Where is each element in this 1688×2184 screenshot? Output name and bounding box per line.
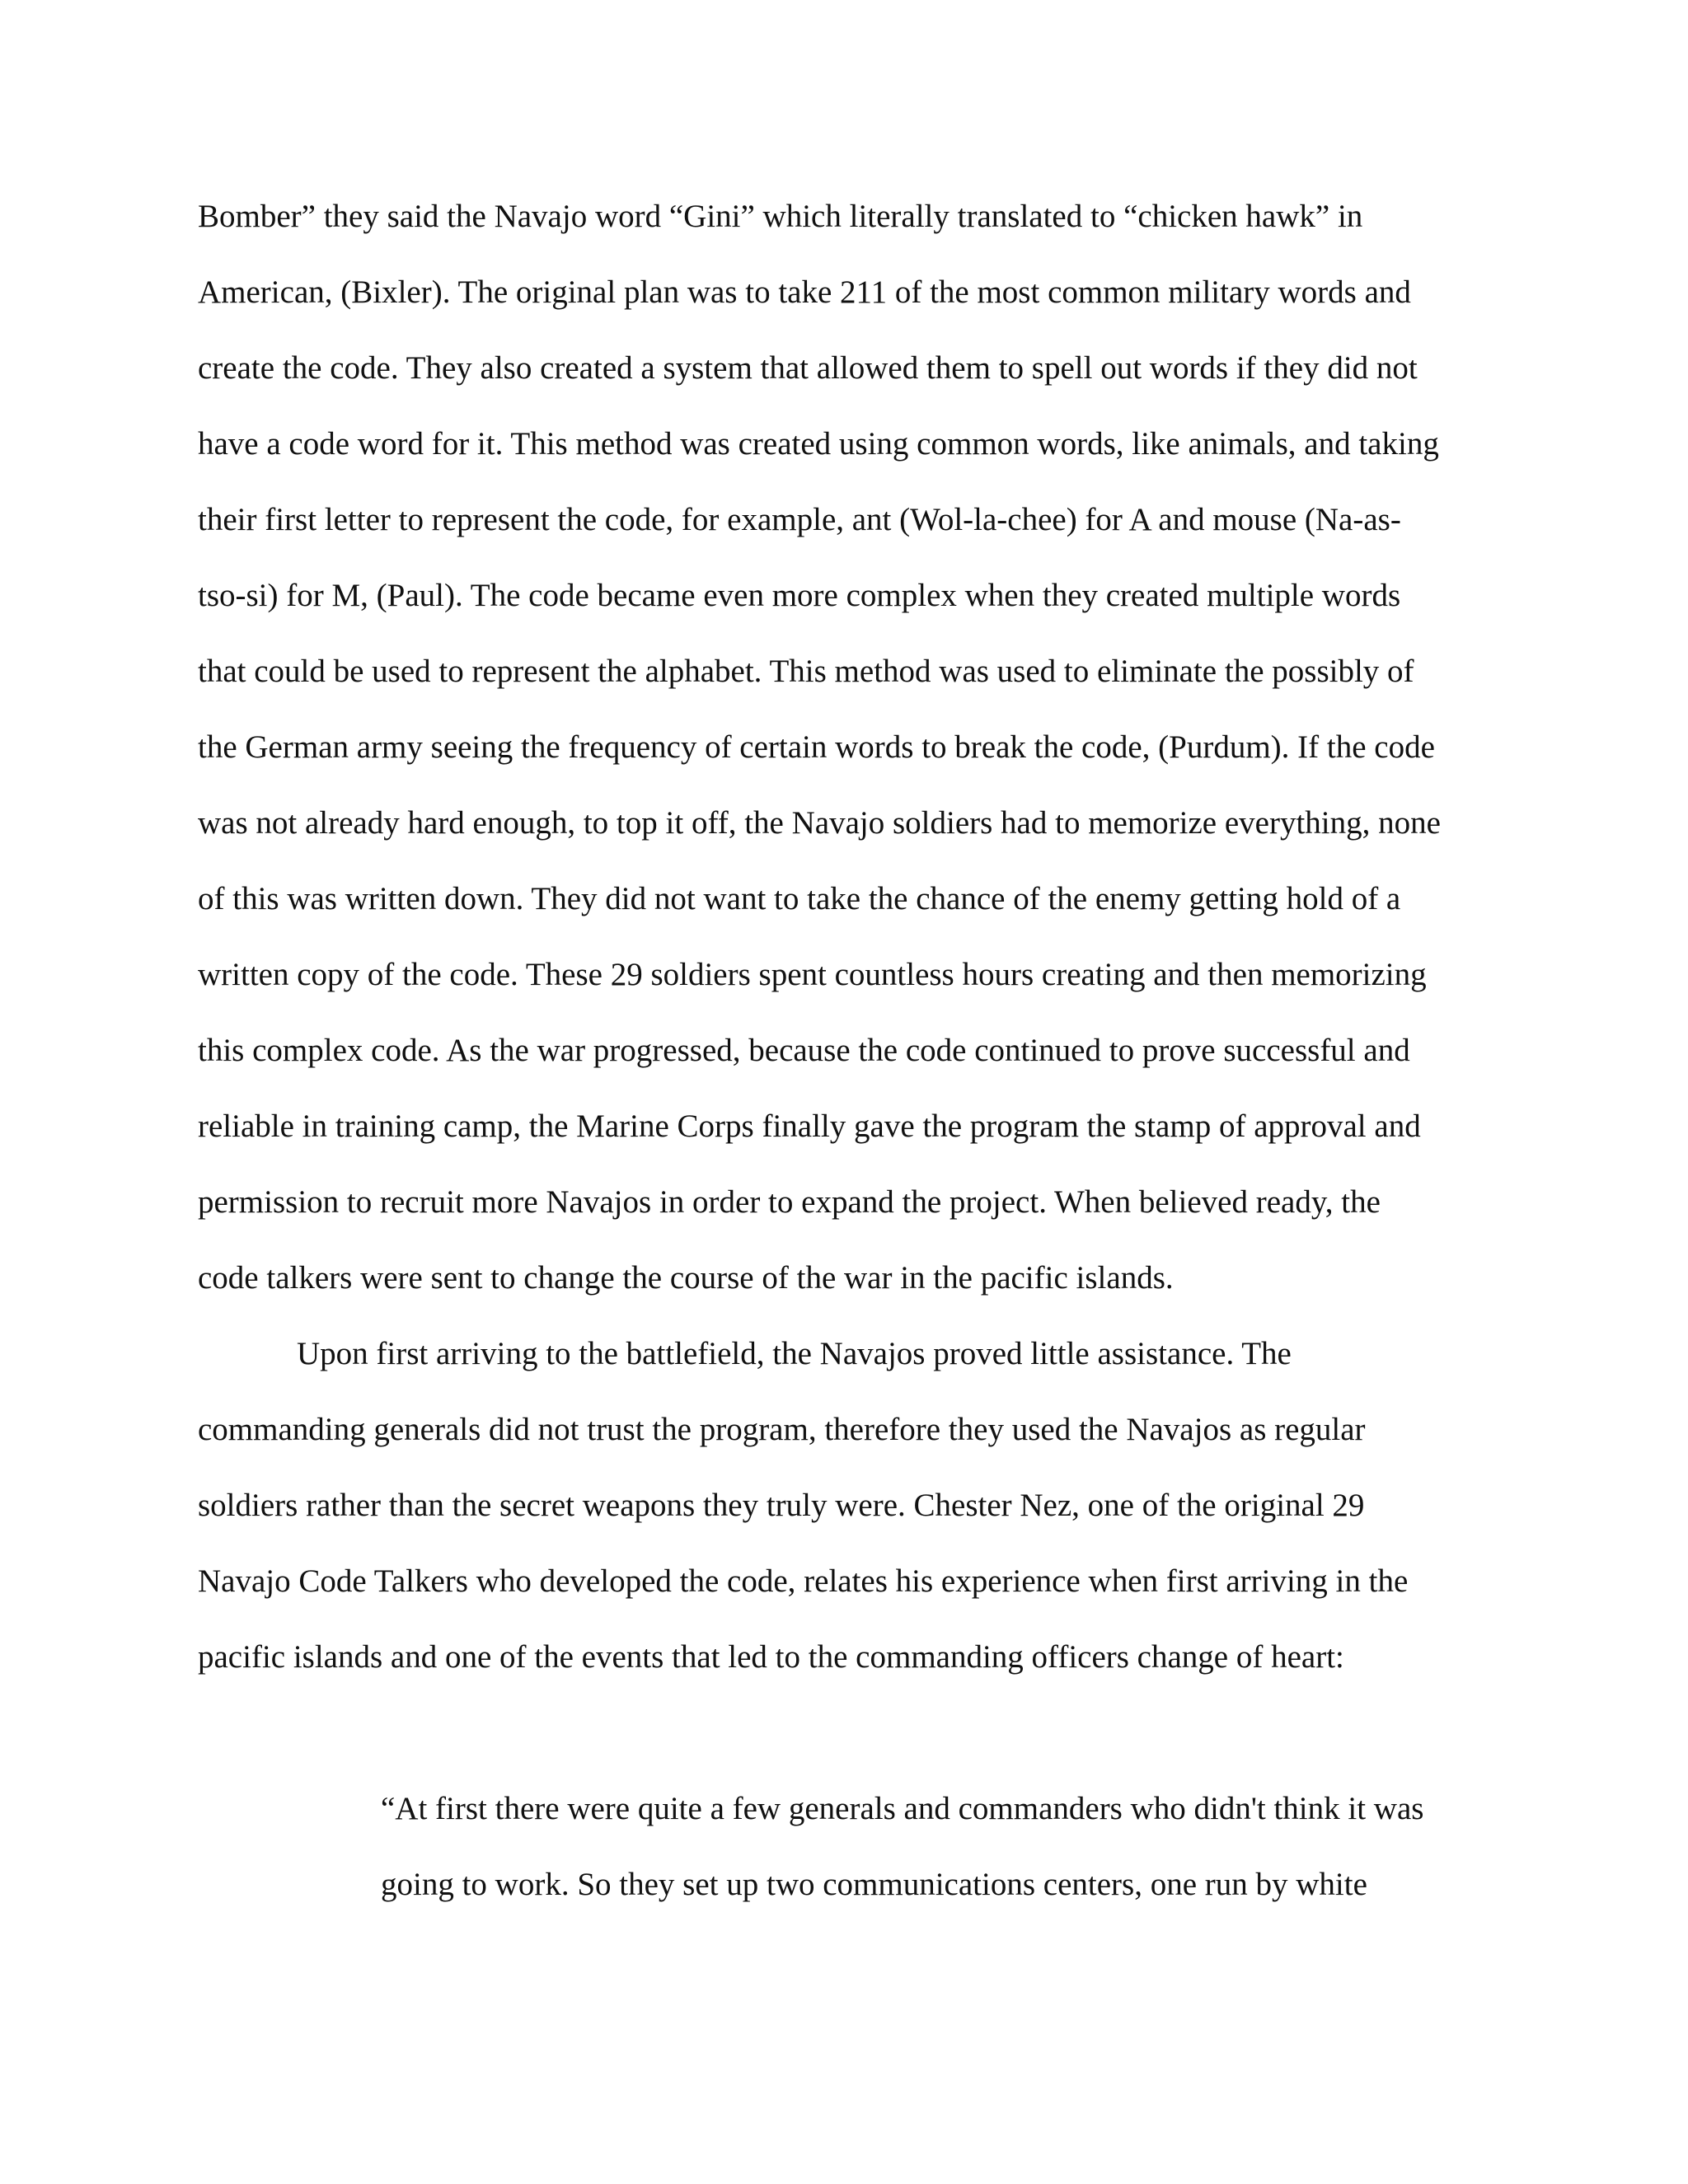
text-line: commanding generals did not trust the program, therefore they used the Navajos as regular — [198, 1412, 1366, 1447]
text-line: create the code. They also created a system that allowed them to spell out words if they did not — [198, 350, 1418, 386]
text-line: pacific islands and one of the events that led to the commanding officers change of heart: — [198, 1639, 1344, 1675]
text-line: Navajo Code Talkers who developed the code, relates his experience when first arriving in the — [198, 1563, 1409, 1599]
text-line: tso-si) for M, (Paul). The code became even more complex when they created multiple words — [198, 578, 1401, 613]
text-line: reliable in training camp, the Marine Corps finally gave the program the stamp of approval and — [198, 1108, 1421, 1144]
quote-line: “At first there were quite a few generals and commanders who didn't think it was — [381, 1791, 1424, 1826]
text-line: written copy of the code. These 29 soldiers spent countless hours creating and then memorizing — [198, 957, 1427, 992]
paragraph-first-line: Upon first arriving to the battlefield, the Navajos proved little assistance. The — [297, 1336, 1292, 1371]
text-line: American, (Bixler). The original plan was to take 211 of the most common military words and — [198, 274, 1411, 310]
text-line: the German army seeing the frequency of certain words to break the code, (Purdum). If the code — [198, 729, 1435, 765]
text-line: Bomber” they said the Navajo word “Gini” which literally translated to “chicken hawk” in — [198, 199, 1363, 234]
text-line: permission to recruit more Navajos in order to expand the project. When believed ready, the — [198, 1184, 1381, 1220]
text-line: have a code word for it. This method was created using common words, like animals, and taking — [198, 426, 1439, 462]
text-line: this complex code. As the war progressed, because the code continued to prove successful and — [198, 1033, 1410, 1068]
text-line: was not already hard enough, to top it off, the Navajo soldiers had to memorize everything, none — [198, 805, 1441, 841]
quote-line: going to work. So they set up two communications centers, one run by white — [381, 1867, 1367, 1902]
text-line: code talkers were sent to change the course of the war in the pacific islands. — [198, 1260, 1174, 1296]
text-line: soldiers rather than the secret weapons they truly were. Chester Nez, one of the original 29 — [198, 1488, 1365, 1523]
text-line: of this was written down. They did not want to take the chance of the enemy getting hold of a — [198, 881, 1401, 916]
text-line: that could be used to represent the alphabet. This method was used to eliminate the possibly of — [198, 654, 1414, 689]
text-line: their first letter to represent the code, for example, ant (Wol-la-chee) for A and mouse (Na-as- — [198, 502, 1401, 537]
